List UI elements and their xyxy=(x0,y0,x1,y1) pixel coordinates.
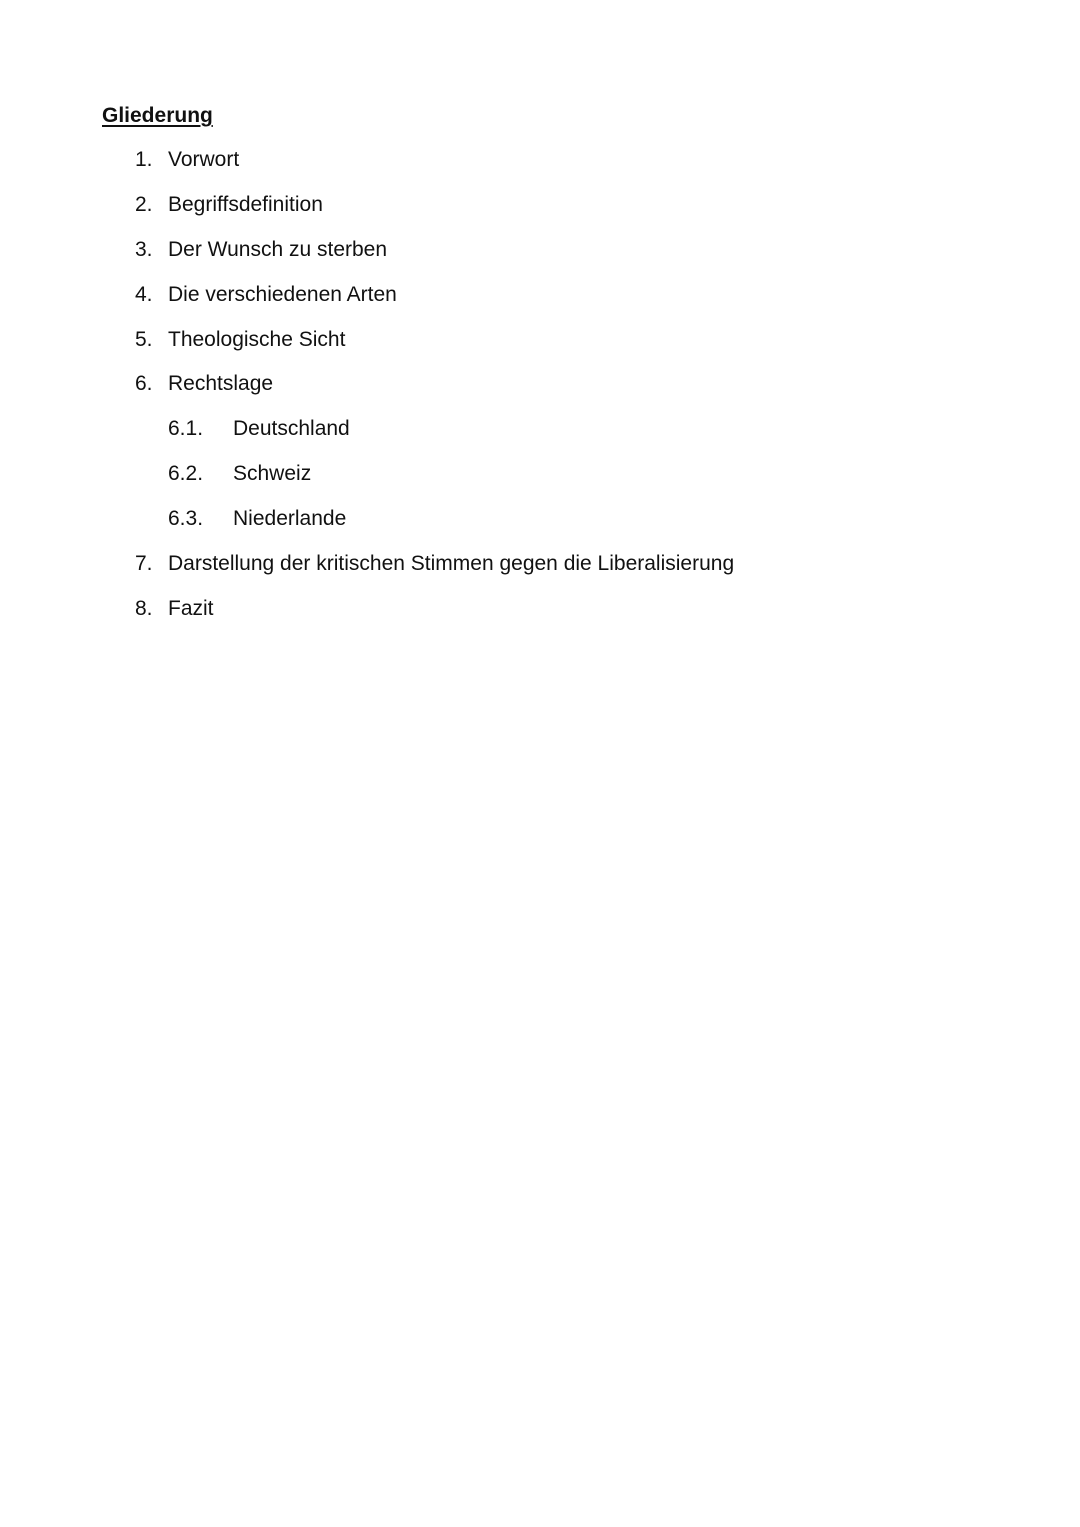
toc-entry-label: Niederlande xyxy=(233,507,347,530)
toc-entry-number: 6.3. xyxy=(168,507,204,530)
toc-entry-label: Begriffsdefinition xyxy=(168,193,323,216)
toc-entry-number: 6.1. xyxy=(168,417,204,440)
toc-heading: Gliederung xyxy=(102,104,213,127)
toc-entry-number: 3. xyxy=(135,238,153,261)
toc-entry-number: 4. xyxy=(135,283,153,306)
toc-entry-number: 5. xyxy=(135,328,153,351)
table-of-contents xyxy=(0,0,1080,700)
toc-entry-label: Deutschland xyxy=(233,417,350,440)
toc-entry-label: Rechtslage xyxy=(168,372,274,395)
toc-entry-label: Darstellung der kritischen Stimmen gegen die Liberalisierung xyxy=(168,552,735,575)
toc-entry-number: 1. xyxy=(135,148,153,171)
toc-entry-number: 2. xyxy=(135,193,153,216)
toc-entry-number: 6.2. xyxy=(168,462,204,485)
toc-entry-label: Theologische Sicht xyxy=(168,328,346,351)
toc-entry-label: Schweiz xyxy=(233,462,312,485)
toc-entry-number: 7. xyxy=(135,552,153,575)
toc-entry-number: 6. xyxy=(135,372,153,395)
toc-entry-label: Fazit xyxy=(168,597,214,620)
toc-entry-label: Vorwort xyxy=(168,148,240,171)
toc-entry-label: Der Wunsch zu sterben xyxy=(168,238,388,261)
toc-entry-label: Die verschiedenen Arten xyxy=(168,283,397,306)
toc-entry-number: 8. xyxy=(135,597,153,620)
